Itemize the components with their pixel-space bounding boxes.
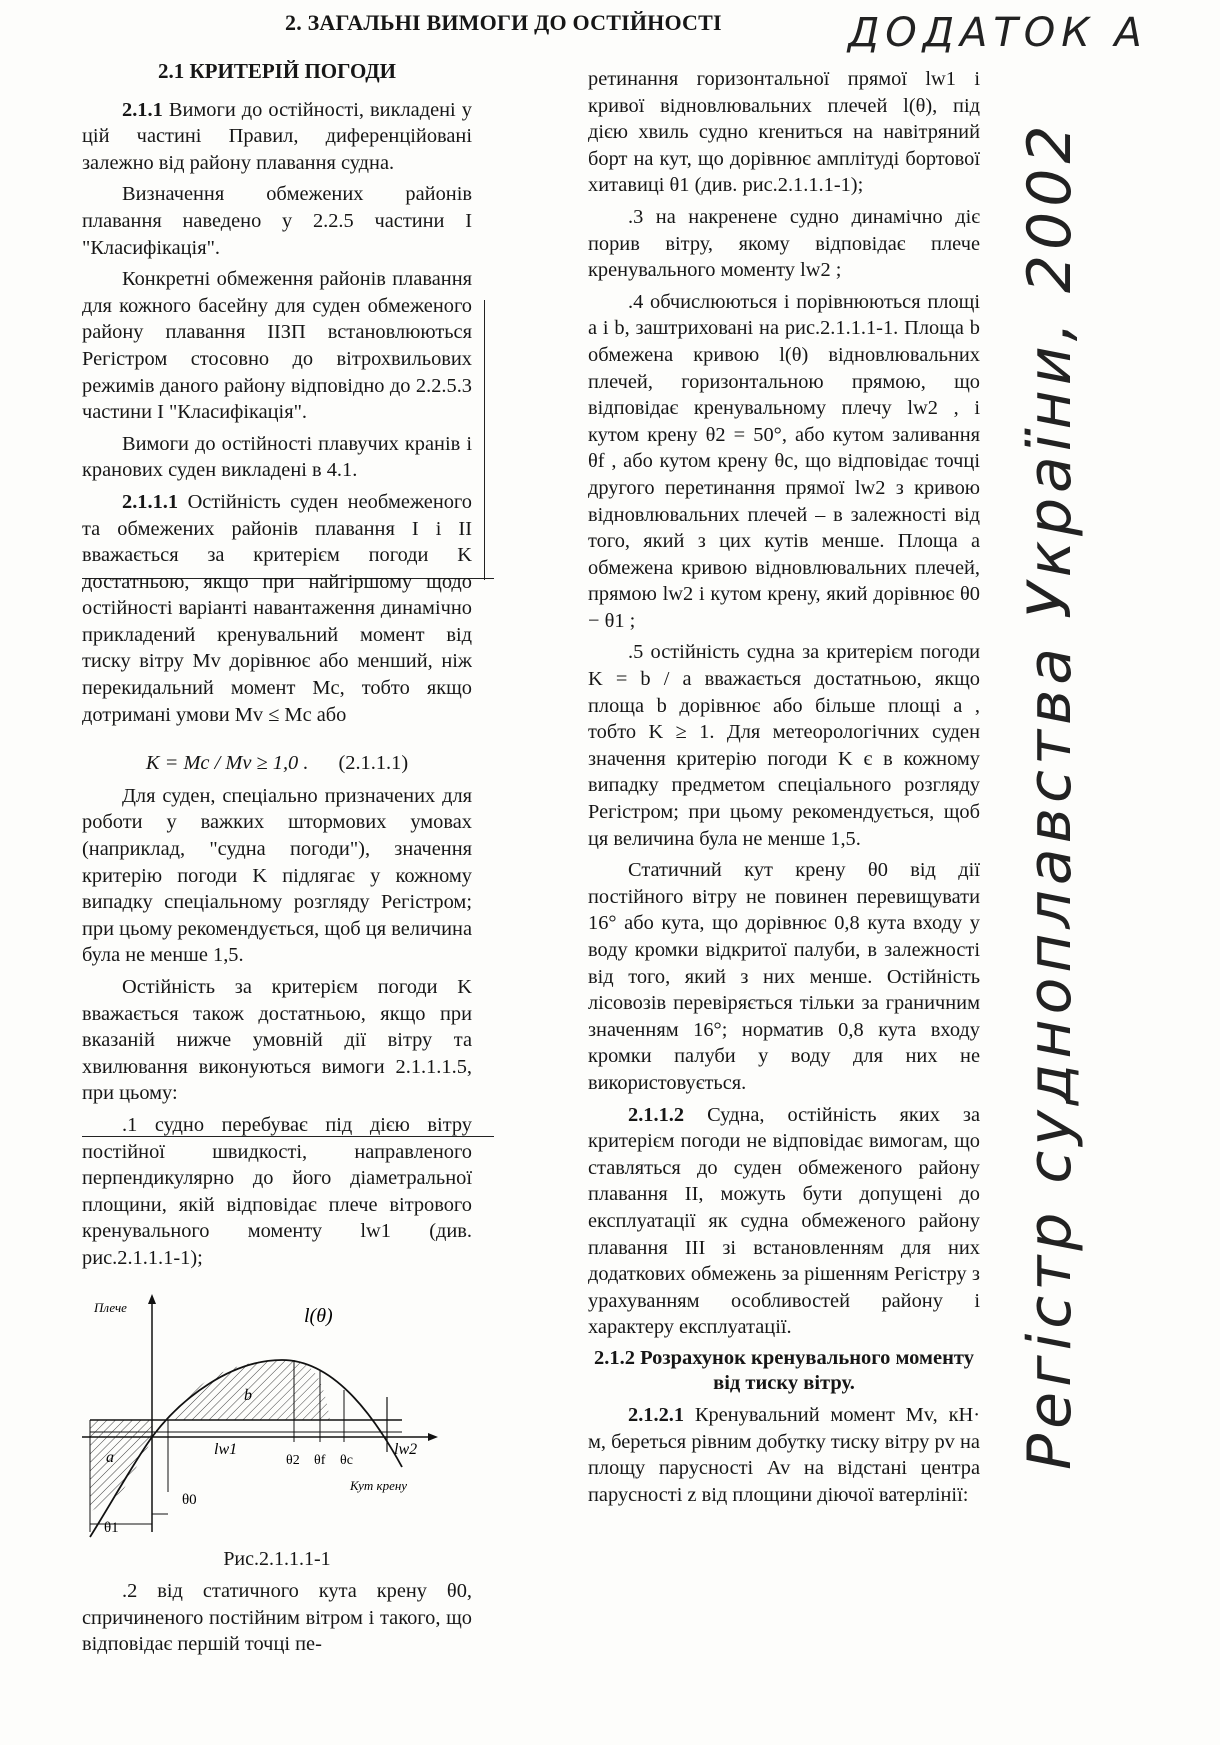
- area-a-hatch: [90, 1420, 152, 1512]
- formula-text: K = Mc / Mv ≥ 1,0 .: [145, 752, 309, 775]
- clause-number: 2.1.1.1: [122, 490, 179, 513]
- paragraph-text: Вимоги до остійності, викладені у цій частині Правил, диференційовані залежно від району плавання судна.: [82, 98, 472, 174]
- x-axis-arrow: [428, 1433, 438, 1441]
- theta0-label: θ0: [182, 1491, 197, 1508]
- curve-label: l(θ): [304, 1304, 333, 1327]
- theta1-label: θ1: [104, 1519, 119, 1536]
- thetac-label: θc: [340, 1452, 353, 1468]
- paragraph: [588, 1402, 980, 1508]
- paragraph-text: Судна, остійність яких за критерієм погоди не відповідає вимогам, що ставляться до суден обмеженого району плавання ІІ, можуть бути допущені до експлуатації як судна обмеженого району плавання ІІІ зі встановленням для них додаткових обмежень за рішенням Регістру з урахуванням особливостей району і характеру експлуатації.: [588, 1103, 980, 1339]
- left-column: [82, 50, 472, 1663]
- right-column: [588, 66, 980, 1513]
- lw2-label: lw2: [394, 1440, 418, 1458]
- section-title: 2.1 КРИТЕРІЙ ПОГОДИ: [157, 59, 397, 83]
- paragraph: .3 на накренене судно динамічно діє порив вітру, якому відповідає плече кренувального моменту lw2 ;: [588, 205, 980, 282]
- scan-line-vertical: [484, 300, 485, 580]
- paragraph: .2 від статичного кута крену θ0, спричиненого постійним вітром і такого, що відповідає першій точці пе-: [82, 1580, 472, 1656]
- thetaf-label: θf: [314, 1452, 326, 1468]
- y-axis-label: Плече: [94, 1299, 127, 1315]
- paragraph: Визначення обмежених районів плавання наведено у 2.2.5 частини І "Класифікація".: [82, 183, 472, 259]
- formula-number: (2.1.1.1): [338, 752, 409, 775]
- paragraph: Для суден, спеціально призначених для роботи у важких штормових умовах (наприклад, "судна погоди"), значення критерію погоди K підлягає у кожному випадку спеціальному розгляду Регістром; при цьому рекомендується, щоб ця величина була не менше 1,5.: [82, 784, 472, 967]
- area-b-label: b: [244, 1386, 252, 1404]
- paragraph: .4 обчислюються і порівнюються площі a і b, заштриховані на рис.2.1.1.1-1. Площа b обмежена кривою l(θ) відновлювальних плечей, горизонтальною прямою, що відповідає кренувальному плечу lw2 , і кутом крену θ2 = 50°, або кутом заливання θf , або кутом крену θc, що відповідає точці другого перетинання прямої lw2 з кривою відновлювальних плечей – в залежності від того, який з цих кутів менше. Площа a обмежена кривою відновлювальних плечей, прямою lw2 і кутом крену, який дорівнює θ0 − θ1 ;: [588, 290, 980, 632]
- clause-number: 2.1.1.2: [628, 1103, 685, 1126]
- area-a-label: a: [106, 1448, 114, 1466]
- x-axis-label: Кут крену: [350, 1477, 408, 1493]
- diagram-svg: [82, 1292, 472, 1542]
- clause-number: 2.1.2.1: [628, 1403, 685, 1426]
- paragraph: ретинання горизонтальної прямої lw1 і кривої відновлювальних плечей l(θ), під дією хвиль судно кreниться на навітряний борт на кут, що дорівнює амплітуді бортової хитавиці θ1 (див. рис.2.1.1.1-1);: [588, 68, 980, 197]
- clause-number: 2.1.1: [122, 98, 163, 121]
- paragraph: [82, 489, 472, 728]
- subsection-title: 2.1.2 Розрахунок кренувального моменту від тиску вітру.: [594, 1346, 974, 1394]
- y-axis-arrow: [148, 1294, 156, 1304]
- page-title: 2. ЗАГАЛЬНІ ВИМОГИ ДО ОСТІЙНОСТІ: [285, 10, 722, 35]
- stability-diagram: [82, 1292, 472, 1542]
- formula: [82, 750, 472, 777]
- paragraph: .5 остійність судна за критерієм погоди K = b / a вважається достатньою, якщо площа b дорівнює або більше площі a , тобто K ≥ 1. Для метеорологічних суден значення критерію погоди K є в кожному випадку предметом спеціального розгляду Регістром; при цьому рекомендується, щоб ця величина була не менше 1,5.: [588, 641, 980, 850]
- paragraph: Вимоги до остійності плавучих кранів і кранових суден викладені в 4.1.: [82, 432, 472, 482]
- paragraph-text: Остійність суден необмеженого та обмежених районів плавання І і ІІ вважається за критерієм погоди K достатньою, якщо при найгіршому щодо остійності варіанті навантаження динамічно прикладений кренувальний момент від тиску вітру Mv дорівнює або менший, ніж перекидальний момент Mc, тобто якщо дотримані умови Mv ≤ Mc або: [82, 490, 472, 726]
- paragraph: [588, 1102, 980, 1341]
- paragraph: Статичний кут крену θ0 від дії постійного вітру не повинен перевищувати 16° або кута, що дорівнює 0,8 кута входу у воду кромки відкритої палуби, в залежності від того, який з них менше. Остійність лісовозів перевіряється тільки за граничним значенням 16°; норматив 0,8 кута входу кромки палуби у воду для них не використовується.: [588, 859, 980, 1094]
- paragraph: Остійність за критерієм погоди K вважається також достатньою, якщо при вказаній нижче умовній дії вітру та хвилювання виконуються вимоги 2.1.1.1.5, при цьому:: [82, 976, 472, 1105]
- paragraph: Конкретні обмеження районів плавання для кожного басейну для суден обмеженого району плавання ІІЗП встановлюються Регістром стосовно до вітрохвильових режимів даного району відповідно до 2.2.5.3 частини І "Класифікація".: [82, 268, 472, 424]
- paragraph: .1 судно перебуває під дією вітру постійної швидкості, направленого перпендикулярно до його діаметральної площини, якій відповідає плече вітрового кренувального моменту lw1 (див. рис.2.1.1.1-1);: [82, 1113, 472, 1269]
- handwritten-note-side: Регістр судноплавства України, 2002: [1015, 120, 1085, 1470]
- paragraph-text: Кренувальний момент Mv, кН· м, береться рівним добутку тиску вітру pv на площу парусності Av на відстані центра парусності z від площини діючої ватерлінії:: [588, 1403, 980, 1506]
- lw1-label: lw1: [214, 1440, 238, 1458]
- figure-caption: Рис.2.1.1.1-1: [223, 1547, 331, 1570]
- paragraph: [82, 97, 472, 177]
- theta2-label: θ2: [286, 1452, 300, 1468]
- handwritten-note-top: ДОДАТОК А: [848, 10, 1148, 56]
